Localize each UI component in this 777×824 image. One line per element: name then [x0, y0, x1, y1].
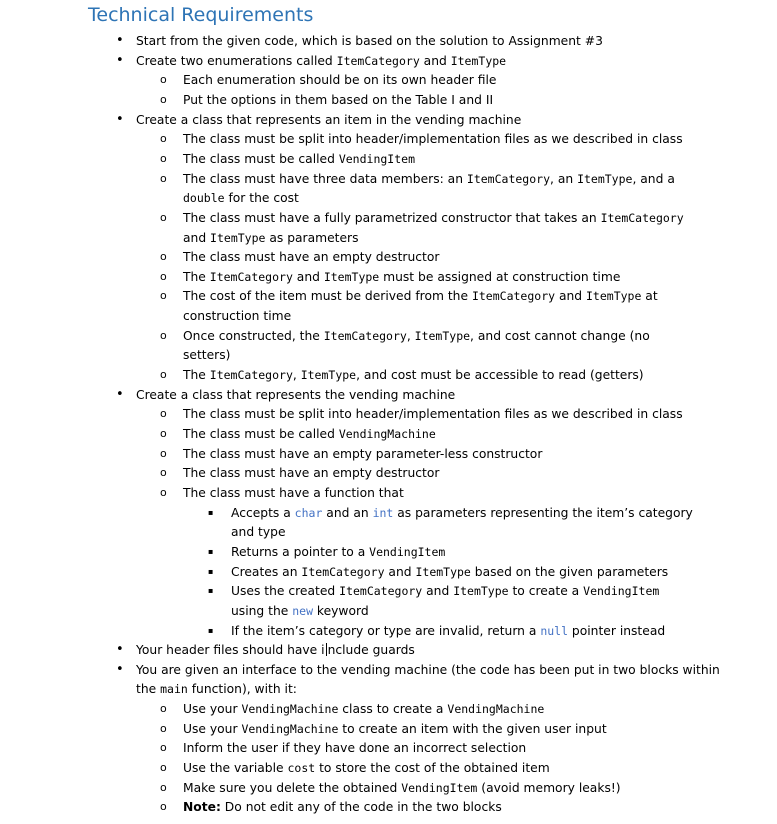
keyword-term: new	[292, 603, 313, 618]
code-term: VendingItem	[369, 544, 446, 559]
bullet-marker: o	[160, 446, 167, 460]
text-run: the	[136, 682, 161, 697]
bullet-marker: •	[116, 111, 124, 127]
list-item	[183, 131, 683, 147]
text-run: , an	[550, 171, 578, 186]
bullet-marker: o	[160, 289, 167, 303]
list-item	[183, 406, 683, 422]
text-run: Create a class that represents an item in the vending machine	[136, 112, 522, 127]
text-run: and an	[322, 505, 373, 520]
text-run: You are given an interface to the vending machine (the code has been put in two blocks within	[136, 662, 720, 677]
text-run: must be assigned at construction time	[379, 269, 621, 284]
text-run: Accepts a	[231, 505, 295, 520]
text-run: Inform the user if they have done an incorrect selection	[183, 741, 527, 756]
text-run: Uses the created	[231, 584, 340, 599]
list-item-continuation	[183, 190, 299, 206]
bullet-marker: o	[160, 407, 167, 421]
text-run: ,	[406, 328, 415, 343]
list-item	[136, 642, 415, 658]
bullet-marker: o	[160, 171, 167, 185]
text-run: Returns a pointer to a	[231, 544, 370, 559]
keyword-term: null	[540, 623, 569, 638]
bullet-marker: o	[160, 721, 167, 735]
bullet-marker: ▪	[208, 566, 214, 576]
text-run: The class must be split into header/implementation files as we described in class	[183, 407, 683, 422]
list-item	[136, 662, 720, 678]
code-term: ItemCategory	[209, 368, 293, 383]
text-run: Use your	[183, 721, 242, 736]
text-run: If the item’s category or type are invalid, return a	[231, 623, 541, 638]
code-term: ItemCategory	[323, 328, 407, 343]
list-item	[183, 210, 684, 226]
code-term: VendingItem	[583, 584, 660, 599]
code-term: ItemCategory	[471, 289, 556, 304]
text-run: , and cost must be accessible to read (getters)	[356, 368, 644, 383]
text-run: using the	[231, 603, 293, 618]
text-run: and type	[231, 525, 286, 540]
text-run: Creates an	[231, 564, 302, 579]
list-item	[231, 623, 665, 639]
code-term: ItemType	[453, 584, 509, 599]
bullet-marker: o	[160, 368, 167, 382]
code-term: VendingItem	[338, 151, 415, 166]
code-term: ItemCategory	[600, 210, 684, 225]
text-run: ,	[292, 368, 301, 383]
bullet-marker: o	[160, 132, 167, 146]
text-run: The	[183, 368, 210, 383]
list-item	[183, 799, 502, 815]
list-item	[231, 505, 693, 521]
code-term: ItemCategory	[466, 171, 550, 186]
code-term: ItemCategory	[336, 53, 420, 68]
text-run: The class must have an empty destructor	[183, 250, 440, 265]
text-run: , and cost cannot change (no	[470, 328, 650, 343]
code-term: ItemType	[323, 269, 380, 284]
text-run: The class must be split into header/implementation files as we described in class	[183, 132, 683, 147]
code-term: ItemType	[300, 368, 357, 383]
text-cursor	[326, 643, 327, 656]
text-run: The class must have an empty parameter-less constructor	[183, 446, 543, 461]
list-item-continuation	[231, 603, 369, 619]
bullet-marker: o	[160, 780, 167, 794]
list-item	[183, 72, 496, 88]
text-run: The class must have a function that	[183, 485, 404, 500]
bullet-marker: o	[160, 73, 167, 87]
list-item	[183, 760, 550, 776]
text-run: based on the given parameters	[470, 564, 669, 579]
list-item	[136, 112, 521, 128]
list-item	[183, 92, 493, 108]
list-item	[183, 171, 675, 187]
code-term: ItemType	[415, 564, 471, 579]
text-run: Make sure you delete the obtained	[183, 780, 402, 795]
code-term: ItemType	[414, 328, 471, 343]
code-term: VendingMachine	[241, 721, 339, 736]
list-item	[231, 564, 668, 580]
bullet-marker: •	[116, 386, 124, 402]
list-item	[136, 387, 455, 403]
list-item	[183, 288, 658, 304]
bullet-marker: o	[160, 250, 167, 264]
text-run: keyword	[313, 603, 369, 618]
bullet-marker: o	[160, 269, 167, 283]
text-run: The class must have three data members: an	[183, 171, 467, 186]
text-run: and	[183, 230, 211, 245]
bullet-marker: •	[116, 661, 124, 677]
text-run: to store the cost of the obtained item	[315, 761, 550, 776]
code-term: double	[183, 191, 225, 206]
text-run: to create an item with the given user input	[338, 721, 607, 736]
text-run: and	[292, 269, 324, 284]
bold-label: Note:	[183, 800, 221, 815]
text-run: Do not edit any of the code in the two blocks	[220, 800, 502, 815]
text-run: Put the options in them based on the Table I and II	[183, 92, 494, 107]
bullet-marker: ▪	[208, 546, 214, 556]
text-run: Your header files should have i	[136, 643, 325, 658]
text-run: The class must have an empty destructor	[183, 466, 440, 481]
text-run: and	[419, 53, 451, 68]
list-item	[183, 426, 436, 442]
code-term: VendingMachine	[447, 702, 545, 717]
text-run: setters)	[183, 348, 231, 363]
list-item	[183, 367, 644, 383]
text-run: Create a class that represents the vending machine	[136, 387, 456, 402]
list-item	[183, 446, 542, 462]
code-term: ItemType	[450, 53, 507, 68]
code-term: VendingItem	[401, 780, 478, 795]
bullet-marker: o	[160, 92, 167, 106]
bullet-marker: o	[160, 741, 167, 755]
list-item-continuation	[183, 347, 230, 363]
list-item	[183, 721, 607, 737]
bullet-marker: o	[160, 427, 167, 440]
list-item	[231, 583, 659, 599]
text-run: class to create a	[338, 702, 448, 717]
text-run: Each enumeration should be on its own header file	[183, 73, 497, 88]
text-run: nclude guards	[327, 643, 415, 658]
code-term: ItemType	[577, 171, 633, 186]
list-item	[136, 33, 603, 49]
code-term: VendingMachine	[338, 427, 436, 441]
code-term: ItemCategory	[339, 584, 423, 599]
code-term: ItemCategory	[209, 269, 293, 284]
code-term: ItemType	[586, 289, 642, 304]
keyword-term: int	[372, 505, 394, 520]
text-run: for the cost	[224, 191, 299, 206]
list-item	[183, 740, 526, 756]
bullet-marker: •	[116, 642, 124, 658]
list-item-continuation	[136, 681, 297, 697]
list-item	[183, 780, 621, 796]
list-item-continuation	[183, 230, 359, 246]
bullet-marker: •	[116, 52, 124, 68]
page-title: Technical Requirements	[88, 4, 314, 26]
bullet-marker: o	[160, 210, 167, 224]
code-term: VendingMachine	[241, 702, 339, 717]
bullet-marker: o	[160, 151, 167, 165]
text-run: Create two enumerations called	[136, 53, 337, 68]
text-run: The class must have a fully parametrized constructor that takes an	[183, 210, 601, 225]
list-item	[231, 544, 445, 560]
text-run: The	[183, 269, 210, 284]
code-term: ItemCategory	[301, 564, 385, 579]
list-item	[183, 249, 439, 265]
list-item-continuation	[183, 308, 291, 324]
list-item	[183, 151, 415, 167]
bullet-marker: ▪	[208, 586, 214, 596]
text-run: The class must be called	[183, 427, 339, 441]
text-run: as parameters	[265, 230, 359, 245]
text-run: pointer instead	[568, 623, 666, 638]
list-item	[183, 701, 544, 717]
text-run: Start from the given code, which is based on the solution to Assignment #3	[136, 34, 603, 48]
bullet-marker: o	[160, 761, 167, 775]
text-run: and	[555, 289, 586, 304]
text-run: function), with it:	[187, 682, 297, 697]
text-run: at	[641, 289, 658, 304]
code-term: cost	[287, 761, 316, 776]
text-run: Use the variable	[183, 761, 288, 776]
list-item	[183, 485, 404, 501]
bullet-marker: o	[160, 485, 167, 499]
text-run: Once constructed, the	[183, 328, 324, 343]
bullet-marker: o	[160, 328, 167, 342]
bullet-marker: ▪	[208, 507, 214, 517]
bullet-marker: •	[116, 33, 124, 48]
list-item	[136, 53, 506, 69]
text-run: Use your	[183, 702, 242, 717]
text-run: , and a	[632, 171, 675, 186]
text-run: construction time	[183, 309, 292, 324]
text-run: and	[422, 584, 454, 599]
text-run: to create a	[508, 584, 584, 599]
code-term: ItemType	[210, 230, 266, 245]
text-run: The cost of the item must be derived from the	[183, 289, 472, 304]
code-term: main	[160, 682, 188, 697]
bullet-marker: o	[160, 466, 167, 480]
text-run: as parameters representing the item’s category	[393, 505, 693, 520]
keyword-term: char	[294, 505, 323, 520]
bullet-marker: o	[160, 800, 167, 814]
text-run: and	[384, 564, 416, 579]
list-item-continuation	[231, 524, 286, 540]
list-item	[183, 269, 620, 285]
text-run: The class must be called	[183, 151, 339, 166]
list-item	[183, 328, 650, 344]
bullet-marker: ▪	[208, 625, 214, 635]
bullet-marker: o	[160, 702, 167, 716]
list-item	[183, 465, 439, 481]
text-run: (avoid memory leaks!)	[477, 780, 621, 795]
